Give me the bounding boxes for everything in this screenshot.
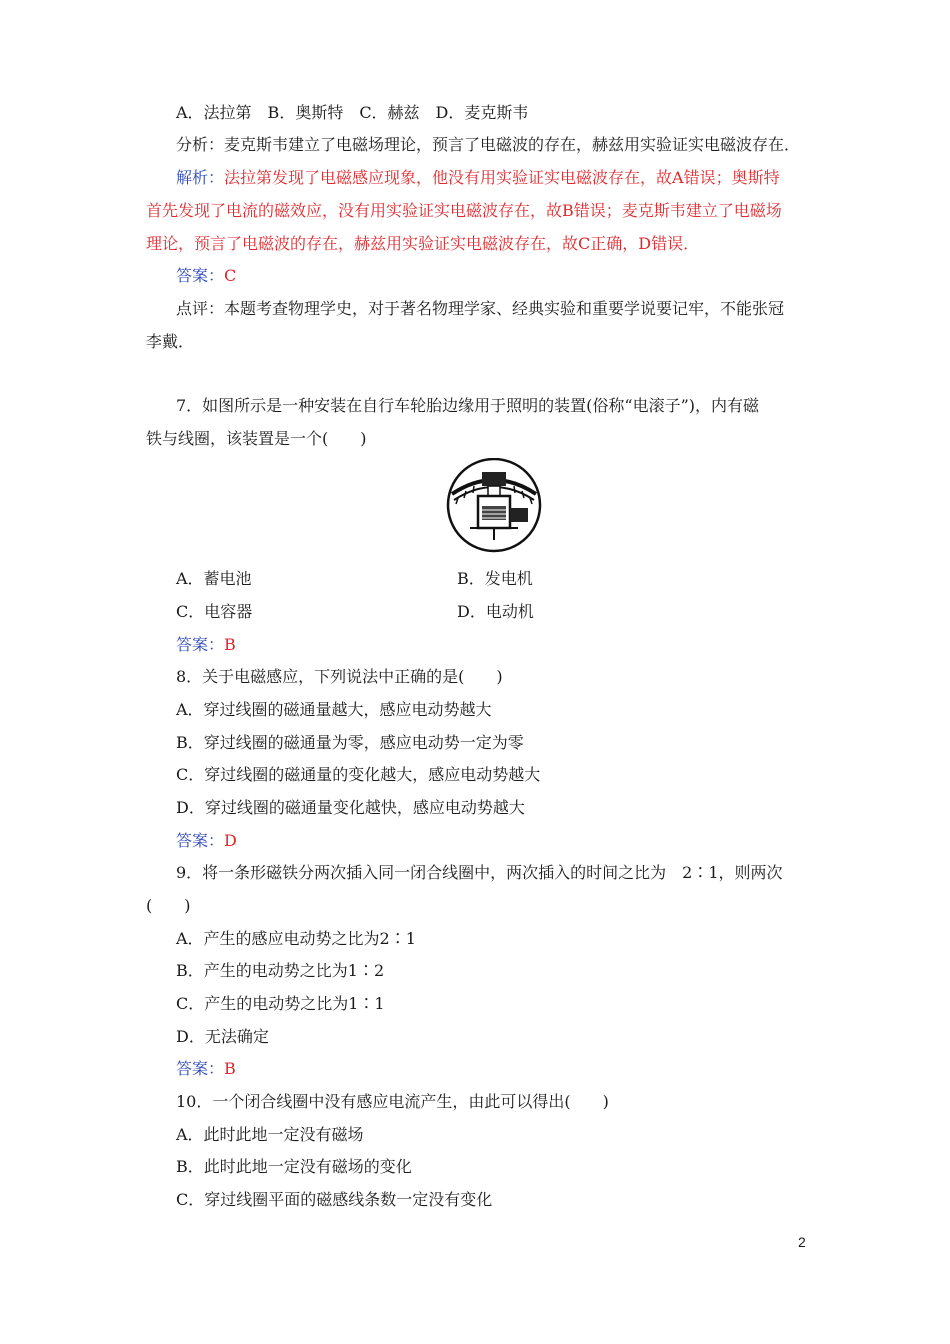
q9-answer-value: B: [224, 1059, 236, 1078]
q7-answer-label: 答案：: [176, 635, 225, 654]
q9-answer-label: 答案：: [176, 1059, 225, 1078]
q10-option-b: B．此时此地一定没有磁场的变化: [176, 1157, 412, 1176]
q7-option-a: A．蓄电池: [176, 569, 252, 588]
q6-answer-label: 答案：: [176, 266, 225, 285]
q6-answer-value: C: [224, 266, 237, 285]
q6-jiexi-line3: 理论，预言了电磁波的存在，赫兹用实验证实电磁波存在，故C正确，D错误．: [146, 234, 700, 253]
q9-stem-line2: ( ): [146, 896, 191, 915]
page-number: 2: [798, 1234, 806, 1250]
q6-options: A．法拉第 B．奥斯特 C．赫兹 D．麦克斯韦: [176, 103, 529, 122]
bicycle-dynamo-illustration: [444, 458, 544, 553]
q7-stem-line2: 铁与线圈，该装置是一个( ): [146, 429, 367, 448]
q9-answer: [176, 1058, 236, 1080]
q7-option-b: B．发电机: [457, 569, 533, 588]
q7-stem-line1: 7．如图所示是一种安装在自行车轮胎边缘用于照明的装置(俗称“电滚子”)，内有磁: [176, 396, 760, 415]
q9-option-c: C．产生的电动势之比为1∶1: [176, 994, 385, 1013]
q6-jiexi-text1: 法拉第发现了电磁感应现象，他没有用实验证实电磁波存在，故A错误；奥斯特: [224, 168, 780, 187]
q6-jiexi-line2: 首先发现了电流的磁效应，没有用实验证实电磁波存在，故B错误；麦克斯韦建立了电磁场: [146, 201, 782, 220]
q8-option-d: D．穿过线圈的磁通量变化越快，感应电动势越大: [176, 798, 525, 817]
q6-analysis: 分析：麦克斯韦建立了电磁场理论，预言了电磁波的存在，赫兹用实验证实电磁波存在．: [176, 135, 801, 154]
q9-option-b: B．产生的电动势之比为1∶2: [176, 961, 385, 980]
q6-comment-line2: 李戴．: [146, 332, 195, 351]
q10-stem: 10．一个闭合线圈中没有感应电流产生，由此可以得出( ): [176, 1092, 609, 1111]
q6-jiexi-line1: [176, 167, 780, 189]
q6-comment-line1: 点评：本题考查物理学史，对于著名物理学家、经典实验和重要学说要记牢，不能张冠: [176, 299, 785, 318]
q10-option-a: A．此时此地一定没有磁场: [176, 1125, 364, 1144]
q7-answer: [176, 634, 236, 656]
q8-option-c: C．穿过线圈的磁通量的变化越大，感应电动势越大: [176, 765, 541, 784]
q9-stem-line1: 9．将一条形磁铁分两次插入同一闭合线圈中，两次插入的时间之比为 2∶1，则两次: [176, 863, 783, 882]
q10-option-c: C．穿过线圈平面的磁感线条数一定没有变化: [176, 1190, 493, 1209]
q7-option-c: C．电容器: [176, 602, 253, 621]
q9-option-a: A．产生的感应电动势之比为2∶1: [176, 929, 416, 948]
q6-jiexi-label: 解析：: [176, 168, 225, 187]
q8-answer-label: 答案：: [176, 831, 225, 850]
q7-answer-value: B: [224, 635, 236, 654]
q7-option-d: D．电动机: [457, 602, 534, 621]
q8-answer: [176, 830, 237, 852]
q6-answer: [176, 265, 236, 287]
q9-option-d: D．无法确定: [176, 1027, 269, 1046]
q8-option-a: A．穿过线圈的磁通量越大，感应电动势越大: [176, 700, 492, 719]
q8-stem: 8．关于电磁感应，下列说法中正确的是( ): [176, 667, 503, 686]
q8-answer-value: D: [224, 831, 237, 850]
q8-option-b: B．穿过线圈的磁通量为零，感应电动势一定为零: [176, 733, 524, 752]
dynamo-figure: [444, 458, 544, 553]
